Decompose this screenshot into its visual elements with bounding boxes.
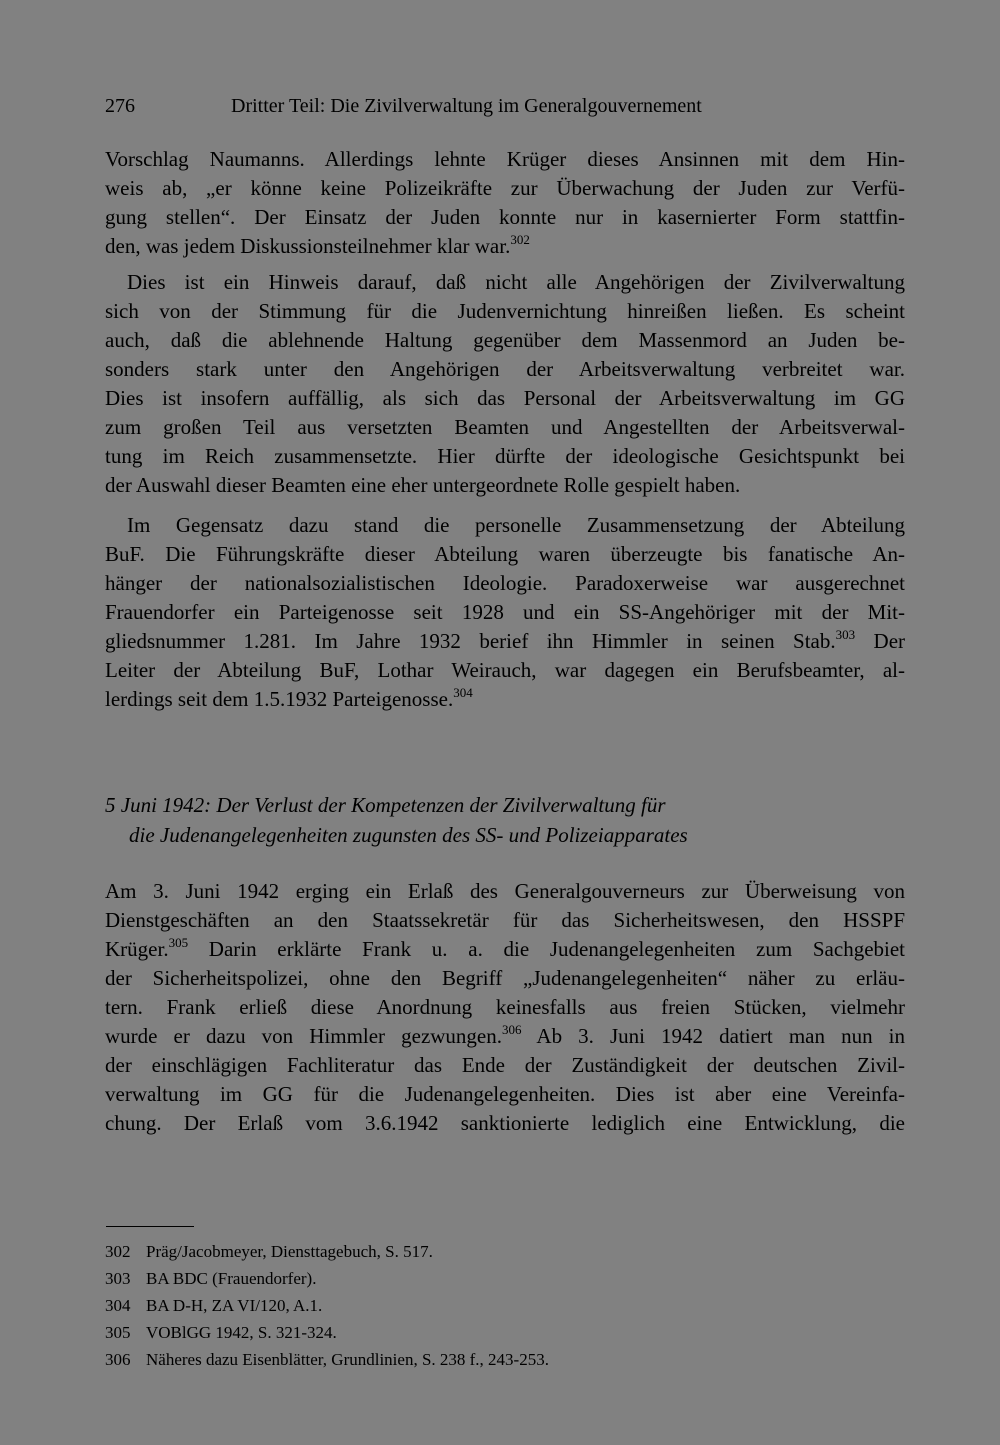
text-line: Am 3. Juni 1942 erging ein Erlaß des Generalgouverneurs zur Überweisung von xyxy=(105,879,905,903)
text-line: Dienstgeschäften an den Staatssekretär für das Sicherheitswesen, den HSSPF xyxy=(105,908,905,932)
footnote-number: 306 xyxy=(105,1350,131,1369)
text-line: zum großen Teil aus versetzten Beamten und Angestellten der Arbeitsverwal- xyxy=(105,415,905,439)
text-line: Vorschlag Naumanns. Allerdings lehnte Krüger dieses Ansinnen mit dem Hin- xyxy=(105,147,905,171)
footnote-number: 305 xyxy=(105,1323,131,1342)
text-line: der einschlägigen Fachliteratur das Ende der Zuständigkeit der deutschen Zivil- xyxy=(105,1053,905,1077)
footnote-305 xyxy=(105,1319,805,1346)
footnote-ref-306: 306 xyxy=(502,1022,522,1037)
section-heading xyxy=(105,790,905,850)
paragraph-2 xyxy=(105,268,905,500)
footnote-rule xyxy=(106,1226,194,1227)
text-line: Frauendorfer ein Parteigenosse seit 1928 und ein SS-Angehöriger mit der Mit- xyxy=(105,600,905,624)
footnote-number: 302 xyxy=(105,1242,131,1261)
running-title: Dritter Teil: Die Zivilverwaltung im Generalgouvernement xyxy=(231,95,702,117)
footnotes xyxy=(105,1238,805,1373)
text-line: sonders stark unter den Angehörigen der Arbeitsverwaltung verbreitet war. xyxy=(105,357,905,381)
line-text-after: Der xyxy=(855,629,906,653)
line-text: Krüger. xyxy=(105,937,169,961)
line-text-after: Darin erklärte Frank u. a. die Judenangelegenheiten zum Sachgebiet xyxy=(188,937,905,961)
footnote-number: 304 xyxy=(105,1296,131,1315)
footnote-ref-305: 305 xyxy=(168,935,189,950)
footnote-ref-302: 302 xyxy=(510,232,530,247)
running-head xyxy=(105,93,895,119)
text-line: Dies ist insofern auffällig, als sich das Personal der Arbeitsverwaltung im GG xyxy=(105,386,905,410)
footnote-304 xyxy=(105,1292,805,1319)
text-line: Dies ist ein Hinweis darauf, daß nicht alle Angehörigen der Zivilverwaltung xyxy=(127,270,905,294)
heading-line-1: 5 Juni 1942: Der Verlust der Kompetenzen der Zivilverwaltung für xyxy=(105,793,666,817)
text-line: tung im Reich zusammensetzte. Hier dürfte der ideologische Gesichtspunkt bei xyxy=(105,444,905,468)
text-line xyxy=(105,935,905,964)
footnote-303 xyxy=(105,1265,805,1292)
text-line: auch, daß die ablehnende Haltung gegenüber dem Massenmord an Juden be- xyxy=(105,328,905,352)
paragraph-1 xyxy=(105,145,905,261)
line-text: wurde er dazu von Himmler gezwungen. xyxy=(105,1024,502,1048)
footnote-text: BA D-H, ZA VI/120, A.1. xyxy=(146,1296,323,1315)
text-line: chung. Der Erlaß vom 3.6.1942 sanktionierte lediglich eine Entwicklung, die xyxy=(105,1111,905,1135)
text-line xyxy=(105,627,905,656)
text-line xyxy=(105,1022,905,1051)
line-text: lerdings seit dem 1.5.1932 Parteigenosse. xyxy=(105,687,454,711)
line-text: gliedsnummer 1.281. Im Jahre 1932 berief ihn Himmler in seinen Stab. xyxy=(105,629,836,653)
heading-line-2: die Judenangelegenheiten zugunsten des SS- und Polizeiapparates xyxy=(129,823,688,847)
text-line: verwaltung im GG für die Judenangelegenheiten. Dies ist aber eine Vereinfa- xyxy=(105,1082,905,1106)
footnote-text: Präg/Jacobmeyer, Diensttagebuch, S. 517. xyxy=(146,1242,433,1261)
footnote-302 xyxy=(105,1238,805,1265)
text-line: BuF. Die Führungskräfte dieser Abteilung waren überzeugte bis fanatische An- xyxy=(105,542,905,566)
text-line: hänger der nationalsozialistischen Ideologie. Paradoxerweise war ausgerechnet xyxy=(105,571,905,595)
page-number: 276 xyxy=(105,95,135,117)
paragraph-3 xyxy=(105,511,905,714)
text-line: der Auswahl dieser Beamten eine eher untergeordnete Rolle gespielt haben. xyxy=(105,473,741,497)
footnote-ref-304: 304 xyxy=(453,685,473,700)
footnote-text: VOBlGG 1942, S. 321-324. xyxy=(146,1323,337,1342)
footnote-number: 303 xyxy=(105,1269,131,1288)
text-line: der Sicherheitspolizei, ohne den Begriff „Judenangelegenheiten“ näher zu erläu- xyxy=(105,966,905,990)
paragraph-4 xyxy=(105,877,905,1138)
text-line: tern. Frank erließ diese Anordnung keinesfalls aus freien Stücken, vielmehr xyxy=(105,995,905,1019)
text-line: weis ab, „er könne keine Polizeikräfte zur Überwachung der Juden zur Verfü- xyxy=(105,176,905,200)
text-line xyxy=(105,685,905,714)
text-line: gung stellen“. Der Einsatz der Juden konnte nur in kasernierter Form stattfin- xyxy=(105,205,905,229)
text-line: Im Gegensatz dazu stand die personelle Zusammensetzung der Abteilung xyxy=(127,513,905,537)
footnote-text: BA BDC (Frauendorfer). xyxy=(146,1269,317,1288)
text-line: Leiter der Abteilung BuF, Lothar Weirauch, war dagegen ein Berufsbeamter, al- xyxy=(105,658,905,682)
text-line xyxy=(105,232,905,261)
footnote-306 xyxy=(105,1346,805,1373)
footnote-ref-303: 303 xyxy=(835,627,856,642)
line-text-after: Ab 3. Juni 1942 datiert man nun in xyxy=(521,1024,905,1048)
text-line: sich von der Stimmung für die Judenvernichtung hinreißen ließen. Es scheint xyxy=(105,299,905,323)
footnote-text: Näheres dazu Eisenblätter, Grundlinien, S. 238 f., 243-253. xyxy=(146,1350,549,1369)
line-text: den, was jedem Diskussionsteilnehmer klar war. xyxy=(105,234,511,258)
